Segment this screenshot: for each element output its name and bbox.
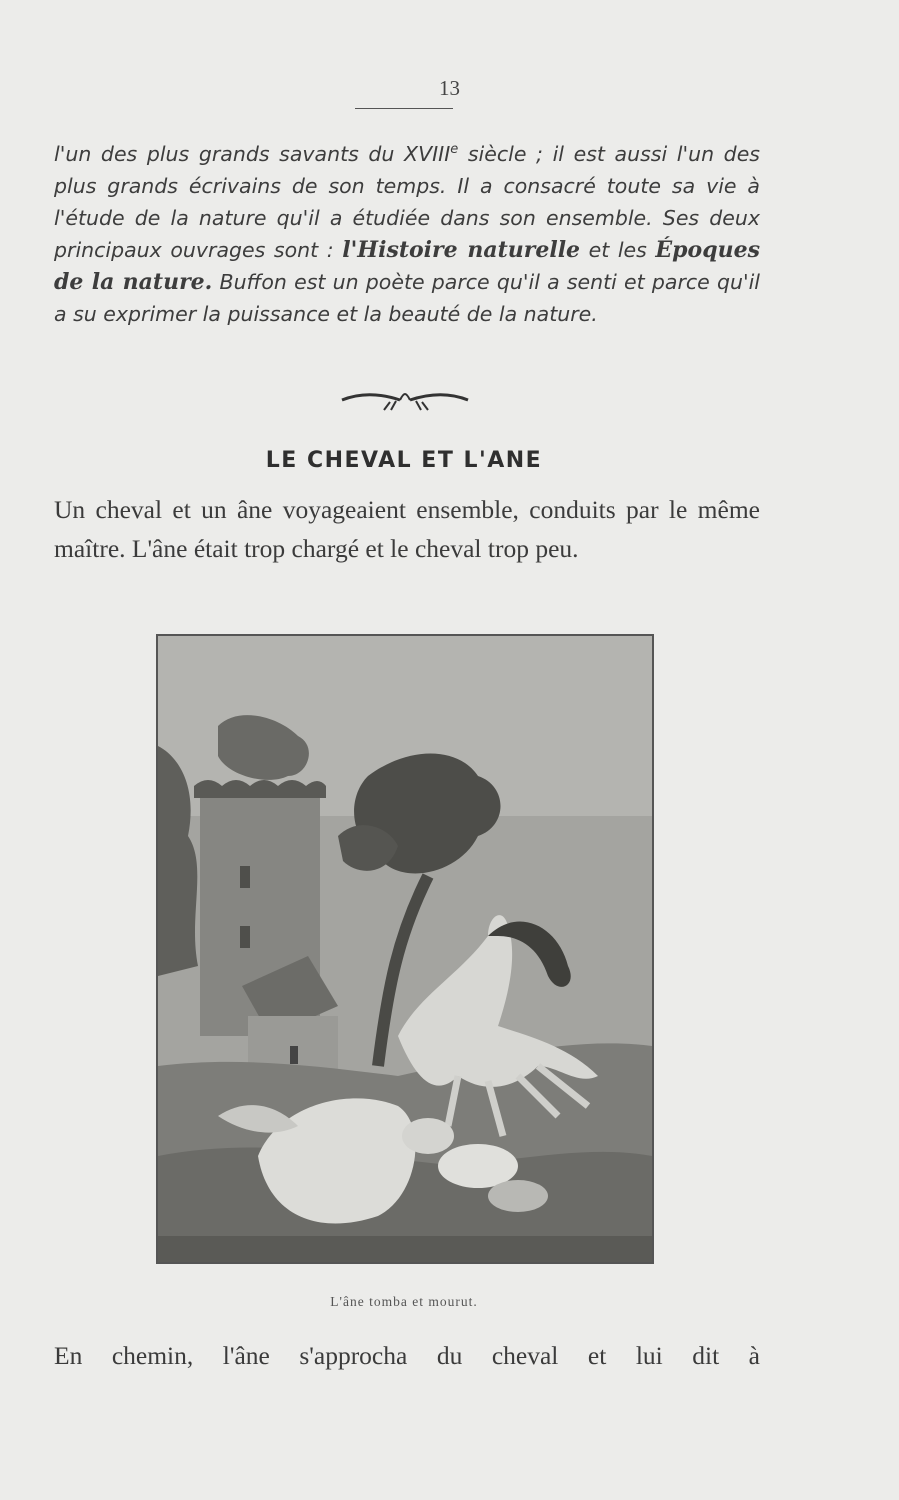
page-number-rule — [355, 108, 453, 109]
intro-text-3: Buffon est un poète parce qu'il a senti et parce qu'il a su exprimer la puissance et la beauté de la nature. — [54, 269, 760, 326]
intro-text-1: l'un des plus grands savants du XVIII — [54, 141, 451, 166]
continuation-paragraph: En chemin, l'âne s'approcha du cheval et lui dit à — [54, 1341, 760, 1370]
work-title-histoire: l'Histoire naturelle — [342, 236, 581, 263]
chapter-title: LE CHEVAL ET L'ANE — [265, 448, 543, 473]
intro-superscript: e — [450, 142, 459, 157]
intro-paragraph — [54, 134, 760, 330]
intro-text-and: et les — [580, 237, 656, 262]
ornament-flourish — [338, 386, 472, 412]
page-number: 13 — [439, 76, 460, 100]
illustration-frame — [156, 634, 654, 1264]
illustration-horse-and-donkey — [158, 636, 652, 1262]
illustration-caption: L'âne tomba et mourut. — [330, 1294, 478, 1309]
intro-text-2: siècle ; il est aussi l'un des plus grands écrivains de son temps. Il a consacré toute sa vie à l'étude de la nature qu'il a étudiée dans son ensemble. Ses deux principaux ouvrages sont : — [54, 141, 760, 262]
lead-paragraph: Un cheval et un âne voyageaient ensemble, conduits par le même maître. L'âne était trop chargé et le cheval trop peu. — [54, 495, 760, 563]
work-title-epoques: Époques de la nature. — [54, 236, 760, 295]
